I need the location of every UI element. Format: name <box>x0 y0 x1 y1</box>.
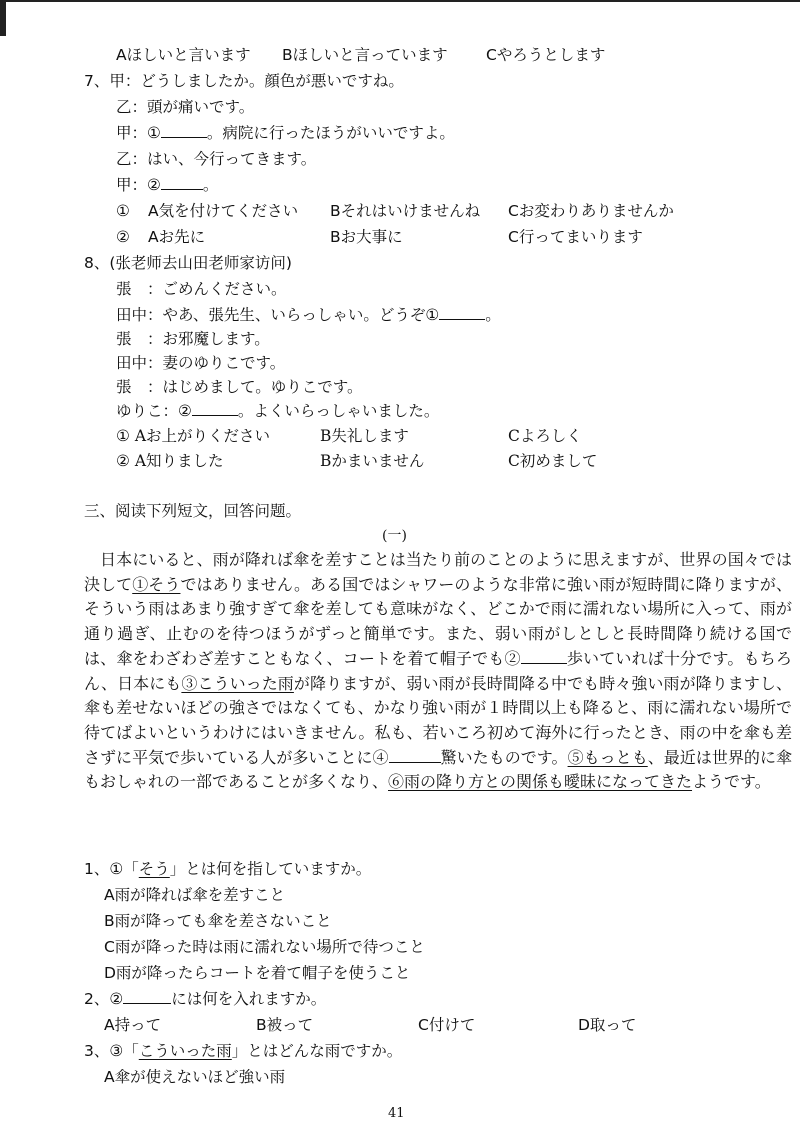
q8-opt1-b: B失礼します <box>320 427 409 445</box>
q8-line-6: ゆりこ：② 。よくいらっしゃいました。 <box>116 402 440 420</box>
q8-line-5: 張 ：はじめまして。ゆりこです。 <box>116 378 363 396</box>
q8-opt2-b: Bかまいません <box>320 452 425 470</box>
blank-2 <box>161 174 203 190</box>
q2-option-a: A持って <box>104 1016 162 1034</box>
q8-line-3: 張 ：お邪魔します。 <box>116 330 270 348</box>
question-2: 2、② には何を入れますか。 <box>84 990 327 1008</box>
q7-opt1-b: Bそれはいけませんね <box>330 202 481 220</box>
q7-opt1-a: A気を付けてください <box>148 202 299 220</box>
blank-3 <box>439 304 485 320</box>
q7-opt2-c: C行ってまいります <box>508 228 643 246</box>
q2-option-b: B被って <box>256 1016 314 1034</box>
q1-option-c: C雨が降った時は雨に濡れない場所で待つこと <box>104 938 425 956</box>
q2-option-d: D取って <box>578 1016 637 1034</box>
q3-option-a: A傘が使えないほど強い雨 <box>104 1068 286 1086</box>
blank-6 <box>389 747 441 763</box>
reading-passage: 日本にいると、雨が降れば傘を差すことは当たり前のことのように思えますが、世界の国々では決して①そうではありません。ある国ではシャワーのような非常に強い雨が短時間に降りますが、そういう雨はあまり強すぎて傘を差しても意味がなく、どこかで雨に濡れない場所に入って、雨が通り過ぎ、止むのを待つほうがずっと簡単です。また、弱い雨がしとしと長時間降り続ける国では、傘をわざわざ差すこともなく、コートを着て帽子でも② 歩いていれば十分です。もちろん、日本にも③こういった雨が降りますが、弱い雨が長時間降る中でも時々強い雨が降りますし、傘も差せないほどの強さではなくても、かなり強い雨が１時間以上も降ると、雨に濡れない場所で待てばよいというわけにはいきません。私も、若いころ初めて海外に行ったとき、雨の中を傘も差さずに平気で歩いている人が多いことに④ 驚いたものです。⑤もっとも、最近は世界的に傘もおしゃれの一部であることが多くなり、⑥雨の降り方との関係も曖昧になってきたようです。 <box>84 550 792 792</box>
q1-option-d: D雨が降ったらコートを着て帽子を使うこと <box>104 964 411 982</box>
q8-title: 8、(张老师去山田老师家访问) <box>84 254 292 272</box>
top-border <box>0 0 800 2</box>
underline-6: ⑥雨の降り方との関係も曖昧になってきた <box>388 772 693 792</box>
sub-title: (一) <box>382 528 407 544</box>
blank-4 <box>192 400 238 416</box>
q8-opt2-c: C初めまして <box>508 452 598 470</box>
blank-5 <box>521 648 567 664</box>
underline-1: ①そう <box>132 574 181 594</box>
page-number: 41 <box>388 1106 405 1121</box>
q6-option-c: Cやろうとします <box>486 46 606 64</box>
blank-1 <box>161 122 207 138</box>
q6-option-a: Aほしいと言います <box>116 46 251 64</box>
q8-line-1: 張 ：ごめんください。 <box>116 280 287 298</box>
question-1: 1、①「そう」とは何を指していますか。 <box>84 860 372 878</box>
q7-title: 7、甲：どうしましたか。顔色が悪いですね。 <box>84 72 404 90</box>
q7-opt2-b: Bお大事に <box>330 228 403 246</box>
q7-opt1-num: ① <box>116 202 130 220</box>
q7-line-4: 甲：② 。 <box>116 176 219 194</box>
q2-option-c: C付けて <box>418 1016 476 1034</box>
underline-5: ⑤もっとも <box>567 747 648 767</box>
blank-7 <box>123 988 171 1004</box>
q8-line-4: 田中：妻のゆりこです。 <box>116 354 286 372</box>
q1-option-b: B雨が降っても傘を差さないこと <box>104 912 332 930</box>
q8-opt1-c: Cよろしく <box>508 427 582 445</box>
q7-opt2-num: ② <box>116 228 130 246</box>
q8-opt1-a: ① Aお上がりください <box>116 427 271 445</box>
underline-3: ③こういった雨 <box>181 673 294 693</box>
question-3: 3、③「こういった雨」とはどんな雨ですか。 <box>84 1042 403 1060</box>
q7-line-1: 乙：頭が痛いです。 <box>116 98 255 116</box>
binding-mark <box>0 0 6 36</box>
q7-line-3: 乙：はい、今行ってきます。 <box>116 150 317 168</box>
q7-line-2: 甲：① 。病院に行ったほうがいいですよ。 <box>116 124 455 142</box>
section-heading: 三、阅读下列短文，回答问题。 <box>84 502 302 520</box>
q1-option-a: A雨が降れば傘を差すこと <box>104 886 286 904</box>
q6-option-b: Bほしいと言っています <box>282 46 448 64</box>
q8-opt2-a: ② A知りました <box>116 452 224 470</box>
q8-line-2: 田中：やあ、張先生、いらっしゃい。どうぞ① 。 <box>116 306 501 324</box>
q7-opt2-a: Aお先に <box>148 228 206 246</box>
q7-opt1-c: Cお変わりありませんか <box>508 202 674 220</box>
